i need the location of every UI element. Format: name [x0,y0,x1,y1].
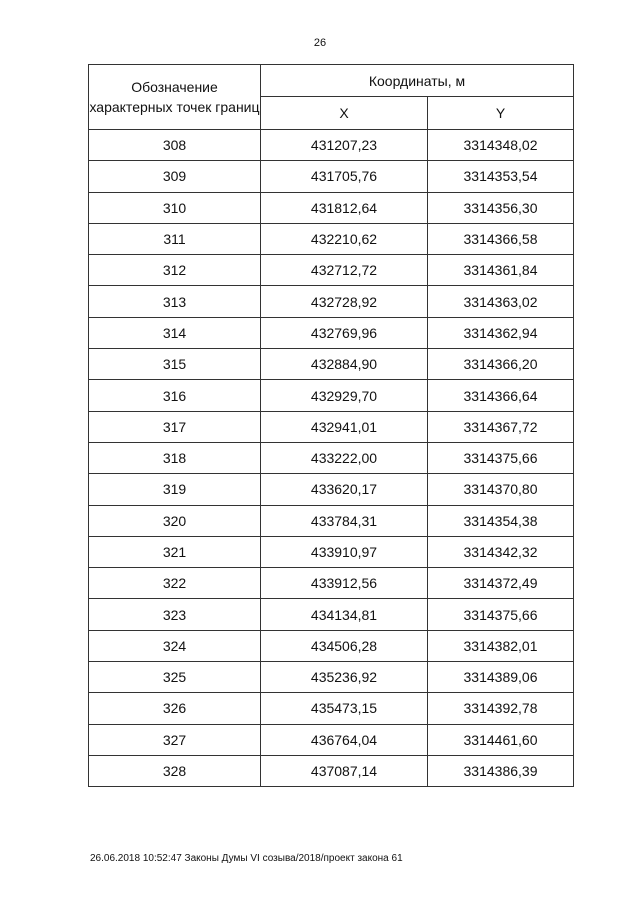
x-coordinate-cell: 432769,96 [261,317,428,348]
x-coordinate-cell: 432210,62 [261,223,428,254]
table-row [89,755,574,786]
y-coordinate-cell: 3314389,06 [428,662,574,693]
y-coordinate-cell: 3314386,39 [428,755,574,786]
table-row [89,161,574,192]
table-row [89,411,574,442]
point-number-cell: 309 [89,161,261,192]
x-coordinate-cell: 432728,92 [261,286,428,317]
point-number-cell: 321 [89,536,261,567]
y-coordinate-cell: 3314362,94 [428,317,574,348]
coordinates-table [88,64,574,787]
x-coordinate-cell: 431705,76 [261,161,428,192]
y-coordinate-cell: 3314342,32 [428,536,574,567]
table-row [89,568,574,599]
x-column-header: X [261,97,428,130]
point-number-cell: 324 [89,630,261,661]
y-coordinate-cell: 3314363,02 [428,286,574,317]
x-coordinate-cell: 432884,90 [261,349,428,380]
table-row [89,130,574,161]
x-coordinate-cell: 434506,28 [261,630,428,661]
y-coordinate-cell: 3314372,49 [428,568,574,599]
table-row [89,380,574,411]
point-number-cell: 322 [89,568,261,599]
table-row [89,505,574,536]
point-number-cell: 318 [89,442,261,473]
x-coordinate-cell: 437087,14 [261,755,428,786]
y-coordinate-cell: 3314354,38 [428,505,574,536]
y-coordinate-cell: 3314375,66 [428,442,574,473]
y-coordinate-cell: 3314375,66 [428,599,574,630]
point-number-cell: 326 [89,693,261,724]
table-row [89,223,574,254]
x-coordinate-cell: 434134,81 [261,599,428,630]
points-column-header: Обозначение характерных точек границ [89,65,261,130]
table-row [89,630,574,661]
x-coordinate-cell: 433222,00 [261,442,428,473]
x-coordinate-cell: 433912,56 [261,568,428,599]
x-coordinate-cell: 431207,23 [261,130,428,161]
point-number-cell: 312 [89,255,261,286]
point-number-cell: 325 [89,662,261,693]
y-coordinate-cell: 3314356,30 [428,192,574,223]
y-coordinate-cell: 3314366,58 [428,223,574,254]
point-number-cell: 317 [89,411,261,442]
point-number-cell: 311 [89,223,261,254]
x-coordinate-cell: 433784,31 [261,505,428,536]
table-row [89,255,574,286]
x-coordinate-cell: 432929,70 [261,380,428,411]
table-body [89,130,574,787]
point-number-cell: 310 [89,192,261,223]
point-number-cell: 320 [89,505,261,536]
x-coordinate-cell: 435236,92 [261,662,428,693]
coordinates-header: Координаты, м [261,65,574,97]
table-row [89,317,574,348]
y-coordinate-cell: 3314361,84 [428,255,574,286]
point-number-cell: 315 [89,349,261,380]
y-coordinate-cell: 3314366,64 [428,380,574,411]
table-row [89,442,574,473]
table-header-row [89,65,574,97]
x-coordinate-cell: 432712,72 [261,255,428,286]
x-coordinate-cell: 433620,17 [261,474,428,505]
x-coordinate-cell: 433910,97 [261,536,428,567]
y-coordinate-cell: 3314366,20 [428,349,574,380]
table-row [89,662,574,693]
point-number-cell: 308 [89,130,261,161]
y-coordinate-cell: 3314353,54 [428,161,574,192]
point-number-cell: 313 [89,286,261,317]
table-row [89,286,574,317]
x-coordinate-cell: 435473,15 [261,693,428,724]
point-number-cell: 323 [89,599,261,630]
table-row [89,474,574,505]
table-row [89,599,574,630]
y-coordinate-cell: 3314392,78 [428,693,574,724]
table-row [89,349,574,380]
y-coordinate-cell: 3314367,72 [428,411,574,442]
table-row [89,536,574,567]
page-number: 26 [313,37,327,49]
document-footer: 26.06.2018 10:52:47 Законы Думы VI созыва/2018/проект закона 61 [90,853,403,864]
y-coordinate-cell: 3314382,01 [428,630,574,661]
table-row [89,192,574,223]
table-row [89,693,574,724]
point-number-cell: 328 [89,755,261,786]
point-number-cell: 319 [89,474,261,505]
y-coordinate-cell: 3314461,60 [428,724,574,755]
y-coordinate-cell: 3314370,80 [428,474,574,505]
point-number-cell: 314 [89,317,261,348]
x-coordinate-cell: 436764,04 [261,724,428,755]
point-number-cell: 327 [89,724,261,755]
x-coordinate-cell: 431812,64 [261,192,428,223]
y-column-header: Y [428,97,574,130]
table-row [89,724,574,755]
x-coordinate-cell: 432941,01 [261,411,428,442]
point-number-cell: 316 [89,380,261,411]
y-coordinate-cell: 3314348,02 [428,130,574,161]
